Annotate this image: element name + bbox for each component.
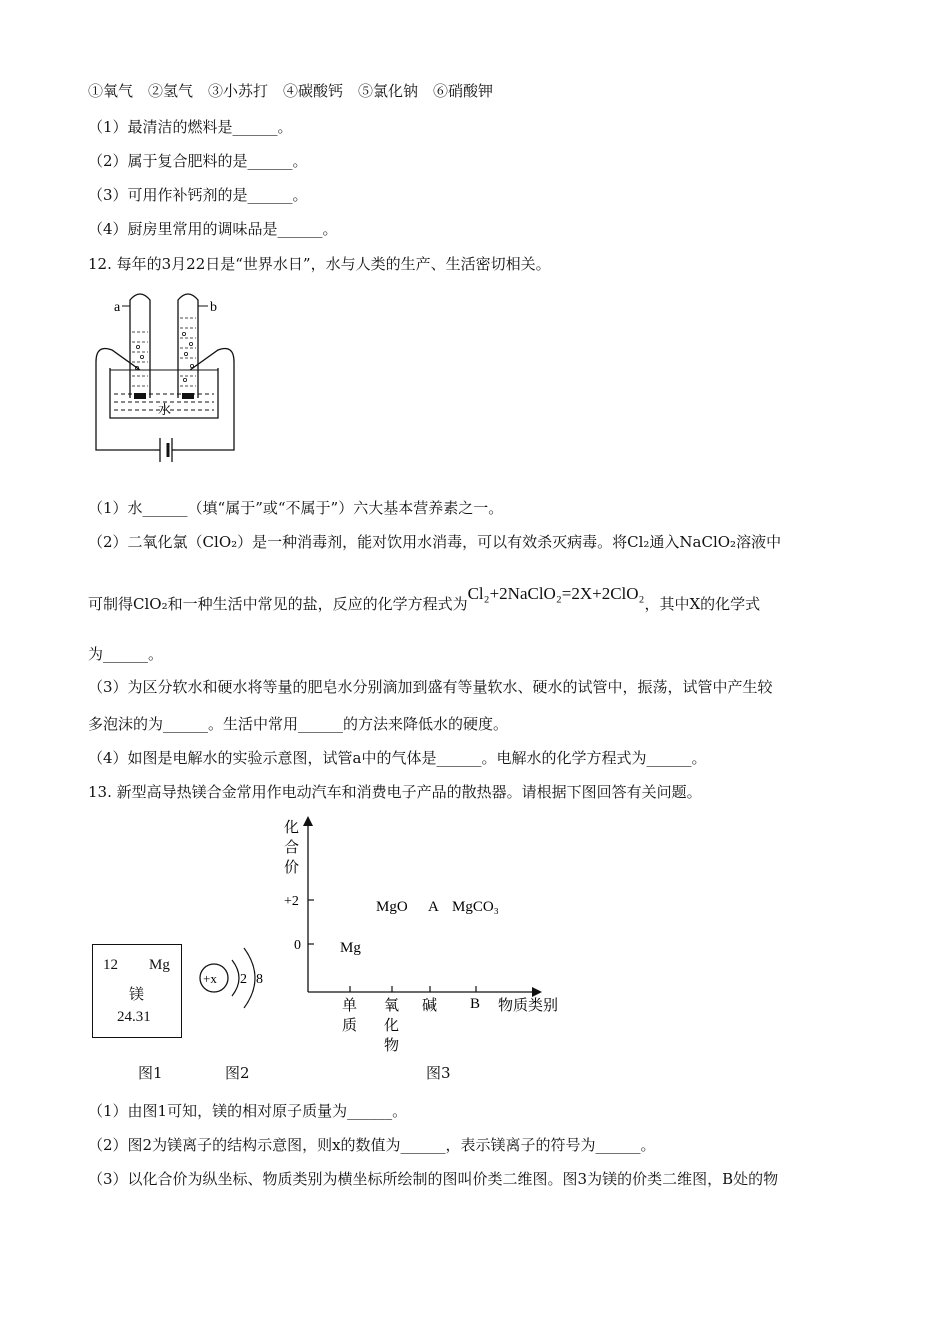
y-tick-plus2: +2 — [284, 894, 299, 909]
electrolysis-diagram — [92, 290, 242, 470]
y-tick-zero: 0 — [294, 938, 301, 953]
fig2-ion-structure — [190, 932, 280, 1036]
q13-sub3: （3）以化合价为纵坐标、物质类别为横坐标所绘制的图叫价类二维图。图3为镁的价类二维图，B处的物 — [88, 1170, 779, 1188]
q12-sub2-line1: （2）二氧化氯（ClO₂）是一种消毒剂，能对饮用水消毒，可以有效杀灭病毒。将Cl₂通入NaClO₂溶液中 — [88, 533, 782, 551]
tube-a-label: a — [114, 300, 121, 315]
y-title-char-2: 合 — [284, 840, 300, 856]
q13-sub2: （2）图2为镁离子的结构示意图，则x的数值为______，表示镁离子的符号为______。 — [88, 1136, 656, 1154]
water-label: 水 — [158, 402, 172, 417]
point-mg: Mg — [340, 940, 361, 956]
x-cat-oxide-1: 氧 — [384, 998, 400, 1014]
q12-sub2-line2-pre: 可制得ClO₂和一种生活中常见的盐，反应的化学方程式为 — [88, 595, 468, 613]
fig2-caption: 图2 — [225, 1064, 250, 1082]
point-mgo: MgO — [376, 899, 408, 915]
ion-structure-diagram — [190, 932, 280, 1032]
shell1-electrons: 2 — [240, 972, 247, 987]
shell2-electrons: 8 — [256, 972, 263, 987]
y-title-char-1: 化 — [284, 820, 300, 836]
x-cat-elemental-2: 质 — [342, 1018, 358, 1034]
q12-stem: 12. 每年的3月22日是“世界水日”，水与人类的生产、生活密切相关。 — [88, 255, 551, 273]
fig3-valence-chart — [270, 812, 590, 1066]
q12-sub2-line3: 为______。 — [88, 645, 164, 663]
x-cat-b: B — [470, 996, 481, 1012]
valence-chart-svg — [270, 812, 590, 1062]
q11-options: ①氧气 ②氢气 ③小苏打 ④碳酸钙 ⑤氯化钠 ⑥硝酸钾 — [88, 82, 494, 100]
x-cat-oxide-3: 物 — [384, 1038, 400, 1054]
reaction-equation: Cl₂+2NaClO₂=2X+2ClO₂ — [467, 584, 645, 603]
q11-sub2: （2）属于复合肥料的是______。 — [88, 152, 308, 170]
y-title-char-3: 价 — [284, 860, 300, 876]
q11-sub3: （3）可用作补钙剂的是______。 — [88, 186, 308, 204]
nucleus-charge: +x — [203, 971, 217, 986]
q12-sub1: （1）水______（填“属于”或“不属于”）六大基本营养素之一。 — [88, 499, 504, 517]
x-axis-title: 物质类别 — [498, 998, 559, 1014]
atomic-number: 12 — [103, 957, 118, 973]
electrolysis-figure — [92, 290, 242, 474]
tube-b-label: b — [210, 300, 217, 315]
atomic-mass: 24.31 — [117, 1009, 151, 1025]
q12-sub4: （4）如图是电解水的实验示意图，试管a中的气体是______。电解水的化学方程式为______。 — [88, 749, 707, 767]
q11-sub4: （4）厨房里常用的调味品是______。 — [88, 220, 338, 238]
x-cat-elemental-1: 单 — [342, 998, 358, 1014]
q13-stem: 13. 新型高导热镁合金常用作电动汽车和消费电子产品的散热器。请根据下图回答有关问题。 — [88, 783, 702, 801]
q11-sub1: （1）最清洁的燃料是______。 — [88, 118, 293, 136]
q13-sub1: （1）由图1可知，镁的相对原子质量为______。 — [88, 1102, 408, 1120]
x-cat-base: 碱 — [422, 998, 438, 1014]
q12-sub2-line2 — [88, 584, 761, 614]
q12-sub3-line2: 多泡沫的为______。生活中常用______的方法来降低水的硬度。 — [88, 715, 509, 733]
element-symbol: Mg — [149, 957, 170, 973]
point-a: A — [428, 899, 439, 915]
element-name: 镁 — [129, 985, 145, 1003]
q12-sub3-line1: （3）为区分软水和硬水将等量的肥皂水分别滴加到盛有等量软水、硬水的试管中，振荡，试管中产生较 — [88, 678, 773, 696]
fig1-caption: 图1 — [138, 1064, 163, 1082]
q12-sub2-line2-post: ，其中X的化学式 — [644, 595, 761, 613]
fig1-element-cell — [92, 944, 182, 1038]
fig3-caption: 图3 — [426, 1064, 451, 1082]
point-mgco3: MgCO₃ — [452, 899, 499, 915]
x-cat-oxide-2: 化 — [384, 1018, 400, 1034]
